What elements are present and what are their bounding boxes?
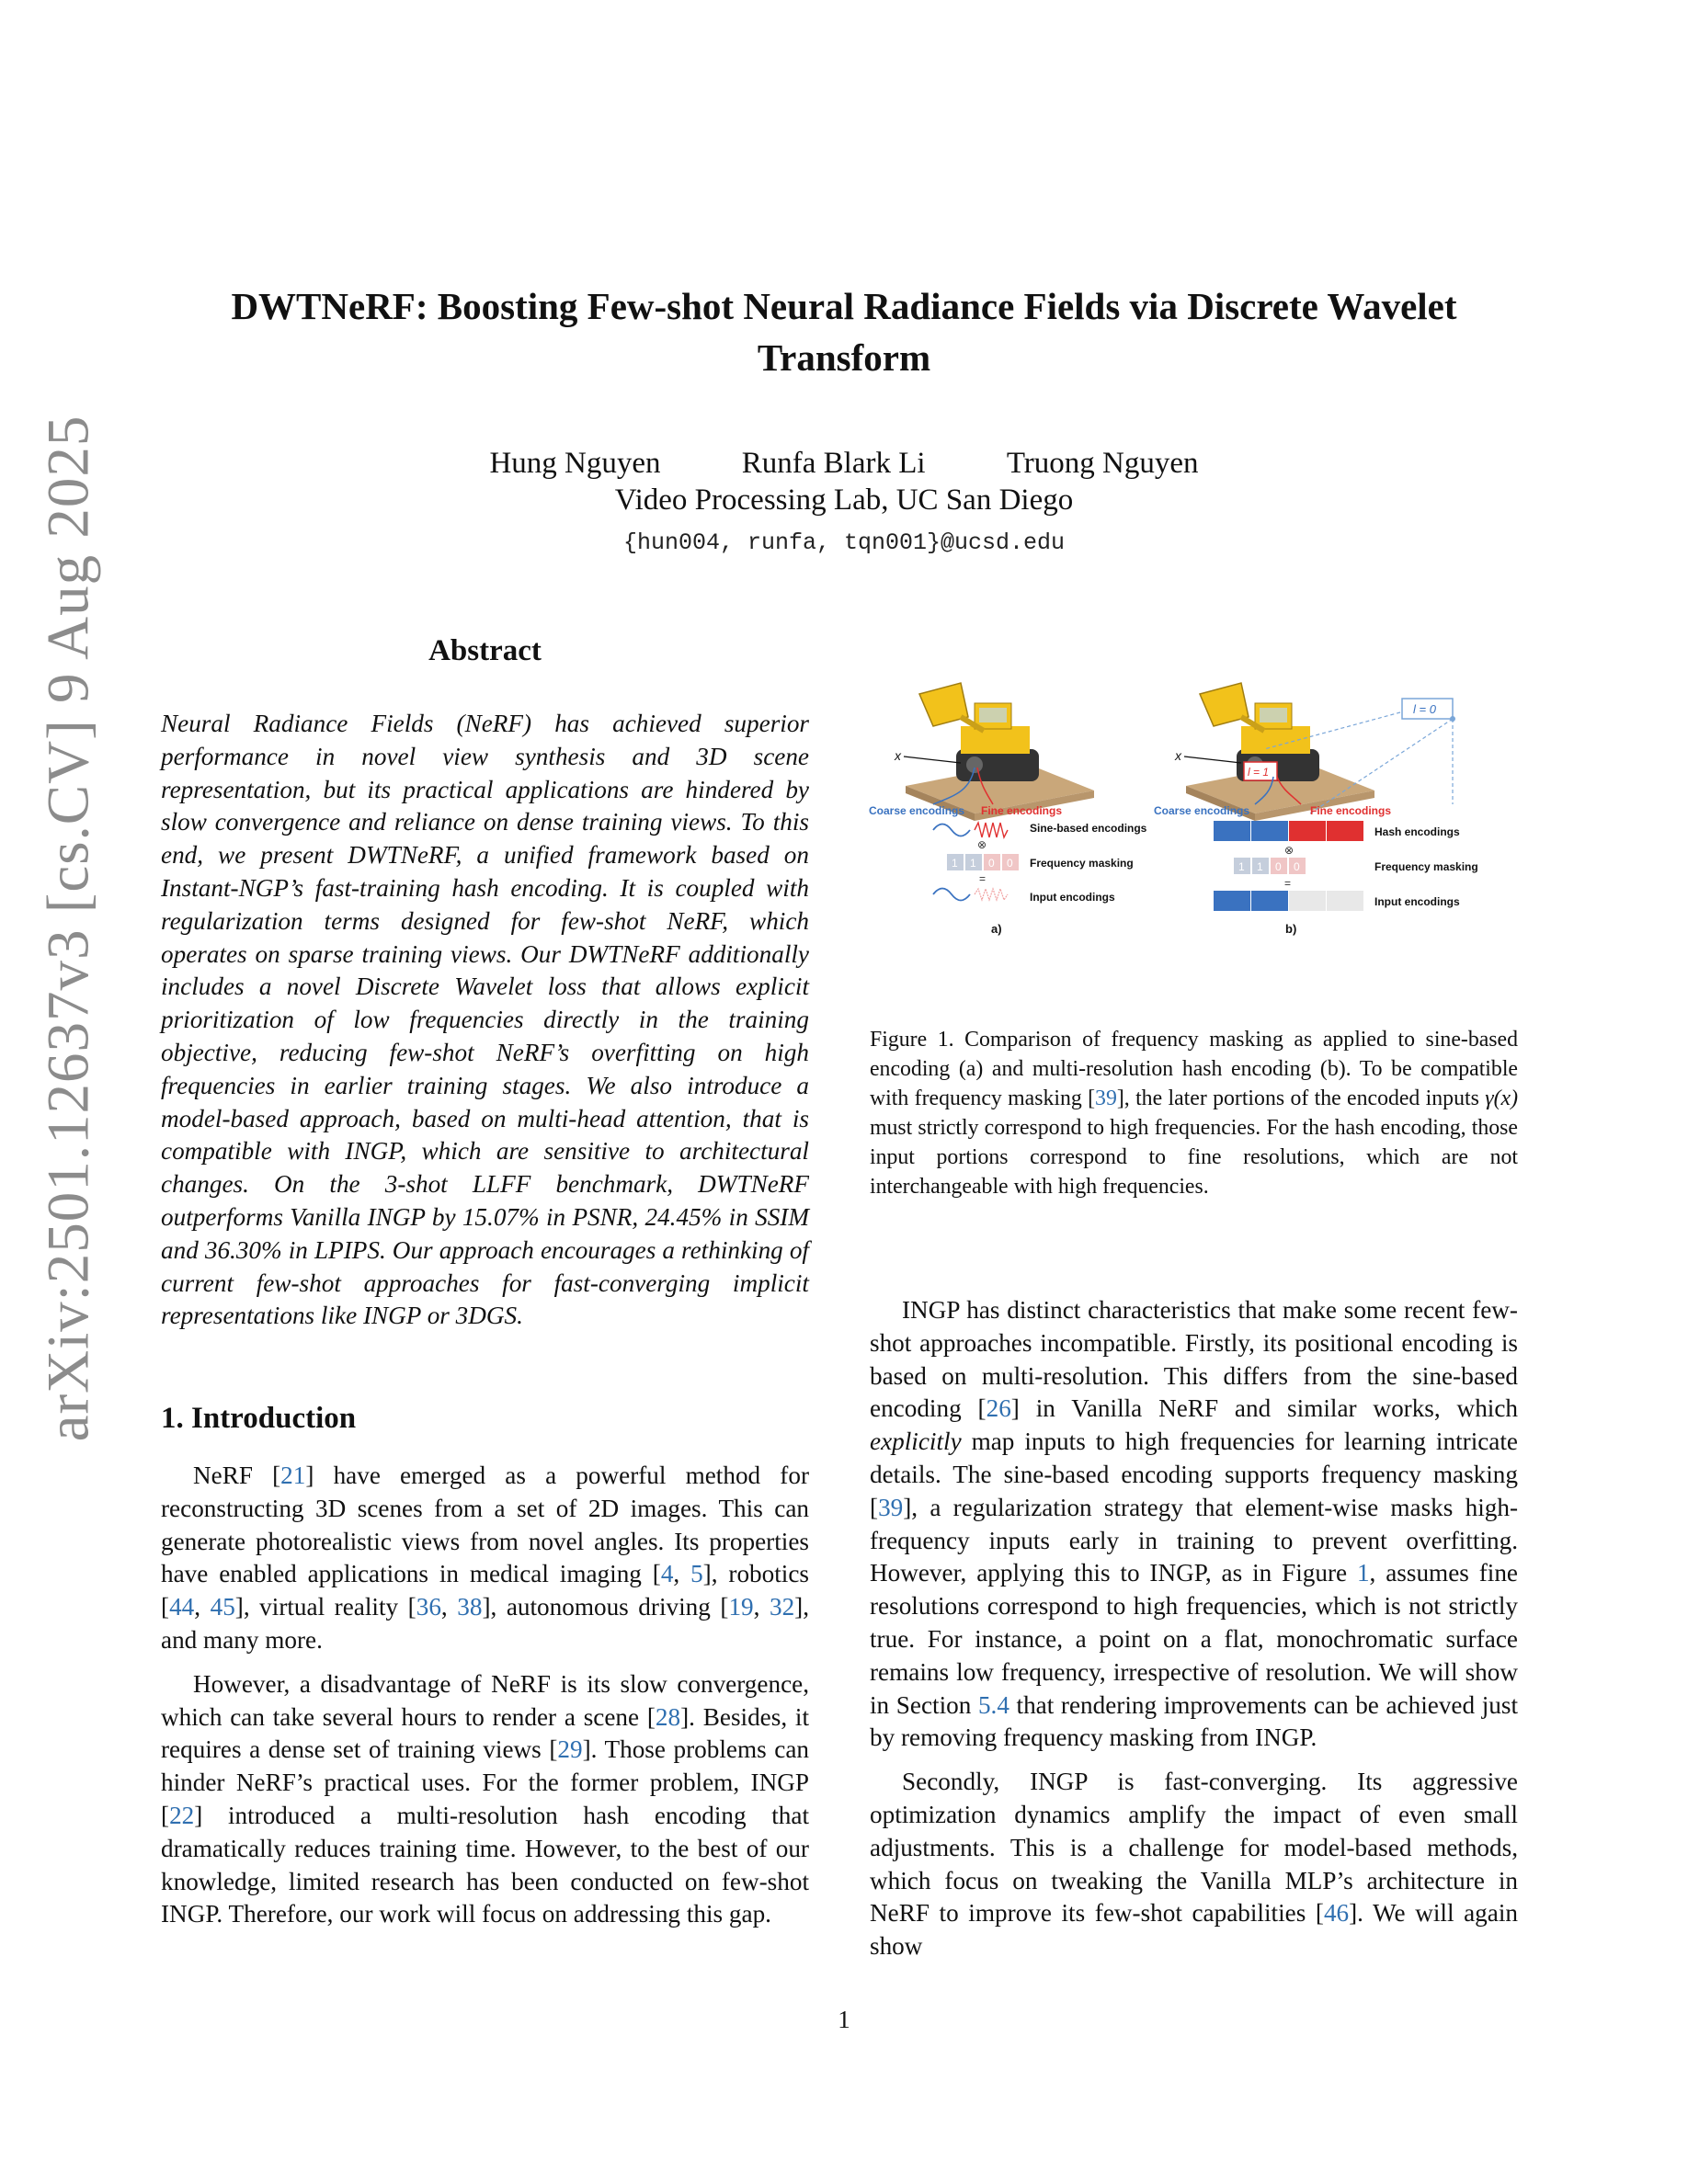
panel-a-row3-label: Input encodings [1030, 891, 1115, 904]
intro-right-column [870, 1294, 1518, 1974]
panel-a-times-symbol: ⊗ [977, 838, 987, 851]
section-reference-link[interactable]: 5.4 [977, 1690, 1009, 1719]
panel-b-row2-label: Frequency masking [1374, 860, 1478, 873]
author-1: Hung Nguyen [489, 447, 661, 480]
citation-link[interactable]: 21 [280, 1462, 306, 1489]
panel-a-equals-symbol: = [979, 872, 987, 885]
figure-1 [869, 676, 1522, 1007]
panel-b-mask-value: 0 [1294, 860, 1300, 873]
paper-title: DWTNeRF: Boosting Few-shot Neural Radiance Fields via Discrete Wavelet Transform [231, 285, 1457, 379]
panel-b-row1-label: Hash encodings [1374, 825, 1460, 838]
panel-a-coarse-label: Coarse encodings [869, 804, 965, 817]
panel-a-mask-value: 1 [952, 857, 958, 870]
figure-1-caption: Figure 1. Comparison of frequency masking as applied to sine-based encoding (a) and multi-resolution hash encoding (b). To be compatible with frequency masking [39], the later portions of the encoded inputs γ(x) must strictly correspond to high frequencies. For the hash encoding, those input portions correspond to fine resolutions, which are not interchangeable with high frequencies. [870, 1028, 1518, 1199]
intro-paragraph-2: However, a disadvantage of NeRF is its slow convergence, which can take several hours to render a scene [28]. Besides, it requires a dense set of training views [29]. Those problems can hinder NeRF’s practical uses. For the former problem, INGP [22] introduced a multi-resolution hash encoding that dramatically reduces training time. However, to the best of our knowledge, limited research has been conducted on few-shot INGP. Therefore, our work will focus on addressing this gap. [161, 1669, 809, 1928]
citation-link[interactable]: 38 [457, 1593, 483, 1621]
citation-link[interactable]: 46 [1323, 1899, 1350, 1928]
citation-link[interactable]: 44 [169, 1593, 195, 1621]
panel-a-x-label: x [895, 748, 901, 763]
panel-a-mask-value: 0 [988, 857, 995, 870]
right-paragraph-2: Secondly, INGP is fast-converging. Its aggressive optimization dynamics amplify the impact of even small adjustments. This is a challenge for model-based methods, which focus on tweaking the Vanilla MLP’s architecture in NeRF to improve its few-shot capabilities [46]. We will again show [870, 1768, 1518, 1961]
panel-a-mask-value: 1 [970, 857, 976, 870]
panel-a-label: a) [991, 922, 1002, 936]
right-paragraph-1: INGP has distinct characteristics that make some recent few-shot approaches incompatible. Firstly, its positional encoding is based on multi-resolution. This differs from the sine-based encoding [26] in Vanilla NeRF and similar works, which explicitly map inputs to high frequencies for learning intricate details. The sine-based encoding supports frequency masking [39], a regularization strategy that element-wise masks high-frequency inputs early in training to prevent overfitting. However, applying this to INGP, as in Figure 1, assumes fine resolutions correspond to high frequencies, which is not strictly true. For instance, a point on a flat, monochromatic surface remains low frequency, irrespective of resolution. We will show in Section 5.4 that rendering improvements can be achieved just by removing frequency masking from INGP. [870, 1296, 1518, 1752]
abstract-heading: Abstract [428, 634, 542, 667]
panel-b-level-1-label: l = 1 [1248, 766, 1270, 779]
citation-link[interactable]: 26 [986, 1394, 1011, 1423]
intro-paragraph-1: NeRF [21] have emerged as a powerful method for reconstructing 3D scenes from a set of 2D images. This can generate photorealistic views from novel angles. Its properties have enabled applications in medical imaging [4, 5], robotics [44, 45], virtual reality [36, 38], autonomous driving [19, 32], and many more. [161, 1462, 810, 1654]
author-list [0, 444, 1688, 483]
citation-link[interactable]: 36 [416, 1593, 441, 1621]
citation-link[interactable]: 45 [210, 1593, 235, 1621]
author-3: Truong Nguyen [1006, 447, 1199, 480]
citation-link[interactable]: 28 [655, 1702, 681, 1731]
math-gamma-x: γ(x) [1485, 1086, 1518, 1110]
panel-b-row3-label: Input encodings [1374, 895, 1460, 908]
panel-a-bulldozer-illustration [906, 683, 1094, 821]
citation-link[interactable]: 4 [660, 1560, 674, 1588]
panel-b-x-label: x [1175, 748, 1181, 763]
citation-link[interactable]: 29 [557, 1735, 583, 1764]
panel-b-level-0-label: l = 0 [1413, 702, 1436, 716]
panel-a-mask-value: 0 [1007, 857, 1013, 870]
panel-b-equals-symbol: = [1284, 877, 1292, 890]
affiliation: Video Processing Lab, UC San Diego [614, 483, 1074, 517]
page-number: 1 [838, 2006, 850, 2033]
figure-reference-link[interactable]: 1 [1356, 1559, 1370, 1587]
panel-b-coarse-label: Coarse encodings [1154, 804, 1250, 817]
panel-a-row1-label: Sine-based encodings [1030, 822, 1147, 835]
citation-link[interactable]: 22 [169, 1801, 195, 1829]
panel-b-mask-value: 1 [1238, 860, 1245, 873]
citation-link[interactable]: 19 [728, 1593, 754, 1621]
author-2: Runfa Blark Li [741, 447, 926, 480]
emphasis-explicitly: explicitly [870, 1428, 962, 1456]
section-heading-introduction: 1. Introduction [161, 1402, 357, 1435]
author-email: {hun004, runfa, tqn001}@ucsd.edu [622, 529, 1066, 556]
abstract-text: Neural Radiance Fields (NeRF) has achieved superior performance in novel view synthesis and 3D scene representation, but its practical applications are hindered by slow convergence and reliance on dense training views. To this end, we present DWTNeRF, a unified framework based on Instant-NGP’s fast-training hash encoding. It is coupled with regularization terms designed for few-shot NeRF, which operates on sparse training views. Our DWTNeRF additionally includes a novel Discrete Wavelet loss that allows explicit prioritization of low frequencies directly in the training objective, reducing few-shot NeRF’s overfitting on high frequencies in earlier training stages. We also introduce a model-based approach, based on multi-head attention, that is compatible with INGP, which are sensitive to architectural changes. On the 3-shot LLFF benchmark, DWTNeRF outperforms Vanilla INGP by 15.07% in PSNR, 24.45% in SSIM and 36.30% in LPIPS. Our approach encourages a rethinking of current few-shot approaches for fast-converging implicit representations like INGP or 3DGS. [161, 710, 809, 1330]
citation-link[interactable]: 39 [1095, 1086, 1117, 1110]
panel-b-mask-value: 0 [1275, 860, 1282, 873]
panel-b-mask-value: 1 [1257, 860, 1263, 873]
citation-link[interactable]: 5 [690, 1560, 703, 1588]
arxiv-stamp-text: arXiv:2501.12637v3 [cs.CV] 9 Aug 2025 [35, 415, 102, 1442]
panel-a-row2-label: Frequency masking [1030, 857, 1134, 870]
panel-b-fine-label: Fine encodings [1310, 804, 1392, 817]
citation-link[interactable]: 32 [769, 1593, 795, 1621]
panel-b-bulldozer-illustration [1186, 683, 1374, 821]
intro-left-column [161, 1460, 809, 1942]
panel-b-times-symbol: ⊗ [1284, 844, 1295, 857]
citation-link[interactable]: 39 [878, 1493, 904, 1521]
panel-a-fine-label: Fine encodings [981, 804, 1063, 817]
panel-b-label: b) [1285, 922, 1297, 936]
